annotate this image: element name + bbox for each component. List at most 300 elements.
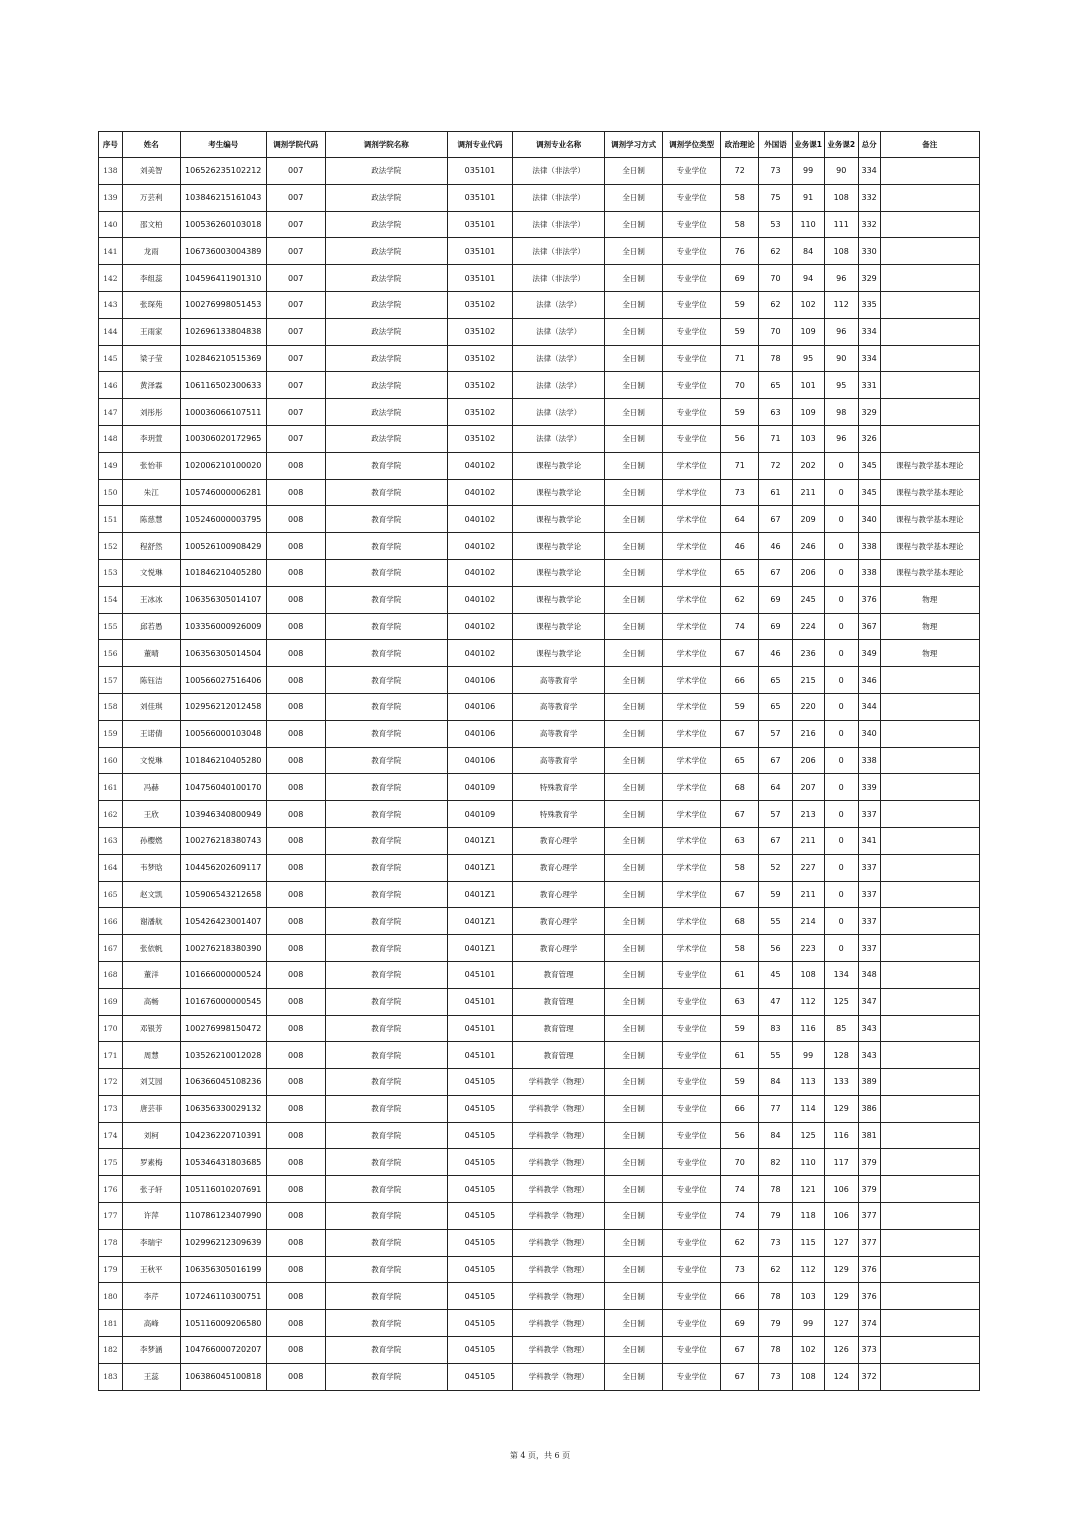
remarks-cell [880, 1256, 979, 1283]
college-code-cell: 007 [266, 345, 325, 372]
student-name-cell: 刘佳琪 [122, 693, 180, 720]
student-name-cell: 高峰 [122, 1310, 180, 1337]
foreign-language-score-cell: 69 [759, 586, 792, 613]
study-mode-cell: 全日制 [605, 747, 663, 774]
major-code-cell: 040109 [447, 774, 512, 801]
remarks-cell [880, 265, 979, 292]
candidate-id-cell: 100276218380390 [180, 935, 266, 962]
course-2-score-cell: 108 [824, 238, 858, 265]
foreign-language-score-cell: 84 [759, 1122, 792, 1149]
degree-type-cell: 专业学位 [663, 1256, 721, 1283]
politics-score-cell: 59 [721, 1015, 759, 1042]
politics-score-cell: 62 [721, 586, 759, 613]
college-code-cell: 008 [266, 1015, 325, 1042]
major-code-cell: 045101 [447, 988, 512, 1015]
major-name-cell: 学科教学（物理） [513, 1069, 605, 1096]
college-code-cell: 008 [266, 1363, 325, 1390]
remarks-cell [880, 1149, 979, 1176]
study-mode-cell: 全日制 [605, 211, 663, 238]
study-mode-cell: 全日制 [605, 1149, 663, 1176]
student-name-cell: 李梦涵 [122, 1337, 180, 1364]
college-name-cell: 教育学院 [325, 533, 447, 560]
student-name-cell: 王秋平 [122, 1256, 180, 1283]
college-code-cell: 008 [266, 935, 325, 962]
student-name-cell: 朱江 [122, 479, 180, 506]
total-score-cell: 345 [858, 479, 880, 506]
degree-type-cell: 专业学位 [663, 1229, 721, 1256]
degree-type-cell: 专业学位 [663, 238, 721, 265]
row-index-cell: 161 [99, 774, 123, 801]
degree-type-cell: 专业学位 [663, 1337, 721, 1364]
major-name-cell: 教育心理学 [513, 908, 605, 935]
major-code-cell: 045105 [447, 1069, 512, 1096]
course-2-score-cell: 126 [824, 1337, 858, 1364]
major-name-cell: 课程与教学论 [513, 479, 605, 506]
foreign-language-score-cell: 55 [759, 1042, 792, 1069]
table-row [99, 988, 980, 1015]
college-code-cell: 008 [266, 1337, 325, 1364]
row-index-cell: 154 [99, 586, 123, 613]
degree-type-cell: 专业学位 [663, 1176, 721, 1203]
major-code-cell: 040102 [447, 479, 512, 506]
major-code-cell: 045101 [447, 1015, 512, 1042]
total-score-cell: 335 [858, 291, 880, 318]
politics-score-cell: 67 [721, 1363, 759, 1390]
candidate-id-cell: 106366045108236 [180, 1069, 266, 1096]
study-mode-cell: 全日制 [605, 613, 663, 640]
college-code-cell: 008 [266, 988, 325, 1015]
foreign-language-score-cell: 62 [759, 238, 792, 265]
course-2-score-cell: 0 [824, 559, 858, 586]
header-index: 序号 [99, 132, 123, 158]
foreign-language-score-cell: 65 [759, 693, 792, 720]
course-1-score-cell: 215 [792, 667, 824, 694]
row-index-cell: 164 [99, 854, 123, 881]
row-index-cell: 159 [99, 720, 123, 747]
table-row [99, 479, 980, 506]
study-mode-cell: 全日制 [605, 1015, 663, 1042]
candidate-id-cell: 102696133804838 [180, 318, 266, 345]
table-row [99, 1283, 980, 1310]
course-2-score-cell: 0 [824, 774, 858, 801]
remarks-cell [880, 1310, 979, 1337]
politics-score-cell: 70 [721, 372, 759, 399]
major-code-cell: 045101 [447, 961, 512, 988]
college-code-cell: 008 [266, 1149, 325, 1176]
course-2-score-cell: 96 [824, 265, 858, 292]
degree-type-cell: 专业学位 [663, 211, 721, 238]
major-name-cell: 特殊教育学 [513, 801, 605, 828]
degree-type-cell: 专业学位 [663, 1203, 721, 1230]
college-name-cell: 教育学院 [325, 452, 447, 479]
total-score-cell: 343 [858, 1015, 880, 1042]
major-name-cell: 学科教学（物理） [513, 1363, 605, 1390]
remarks-cell [880, 425, 979, 452]
total-score-cell: 349 [858, 640, 880, 667]
major-name-cell: 学科教学（物理） [513, 1176, 605, 1203]
table-row [99, 158, 980, 185]
table-row [99, 1203, 980, 1230]
major-code-cell: 035102 [447, 372, 512, 399]
course-2-score-cell: 116 [824, 1122, 858, 1149]
course-2-score-cell: 129 [824, 1256, 858, 1283]
candidate-id-cell: 105116009206580 [180, 1310, 266, 1337]
remarks-cell [880, 238, 979, 265]
student-name-cell: 张依帆 [122, 935, 180, 962]
candidate-id-cell: 105426423001407 [180, 908, 266, 935]
candidate-id-cell: 100566000103048 [180, 720, 266, 747]
study-mode-cell: 全日制 [605, 506, 663, 533]
college-code-cell: 007 [266, 399, 325, 426]
course-2-score-cell: 0 [824, 720, 858, 747]
student-name-cell: 董洋 [122, 961, 180, 988]
course-2-score-cell: 112 [824, 291, 858, 318]
college-code-cell: 008 [266, 827, 325, 854]
degree-type-cell: 专业学位 [663, 265, 721, 292]
politics-score-cell: 65 [721, 747, 759, 774]
candidate-id-cell: 100036066107511 [180, 399, 266, 426]
course-2-score-cell: 85 [824, 1015, 858, 1042]
course-1-score-cell: 112 [792, 1256, 824, 1283]
course-1-score-cell: 202 [792, 452, 824, 479]
college-code-cell: 008 [266, 961, 325, 988]
study-mode-cell: 全日制 [605, 1042, 663, 1069]
college-name-cell: 教育学院 [325, 1203, 447, 1230]
politics-score-cell: 67 [721, 1337, 759, 1364]
student-name-cell: 黄泽霖 [122, 372, 180, 399]
major-name-cell: 学科教学（物理） [513, 1337, 605, 1364]
politics-score-cell: 61 [721, 961, 759, 988]
course-1-score-cell: 224 [792, 613, 824, 640]
table-row [99, 908, 980, 935]
foreign-language-score-cell: 59 [759, 881, 792, 908]
course-2-score-cell: 0 [824, 506, 858, 533]
row-index-cell: 158 [99, 693, 123, 720]
remarks-cell: 课程与教学基本理论 [880, 533, 979, 560]
course-2-score-cell: 106 [824, 1203, 858, 1230]
college-code-cell: 007 [266, 158, 325, 185]
table-row [99, 265, 980, 292]
row-index-cell: 138 [99, 158, 123, 185]
course-1-score-cell: 206 [792, 559, 824, 586]
major-code-cell: 045105 [447, 1122, 512, 1149]
course-1-score-cell: 102 [792, 1337, 824, 1364]
row-index-cell: 176 [99, 1176, 123, 1203]
total-score-cell: 338 [858, 747, 880, 774]
header-major-name: 调剂专业名称 [513, 132, 605, 158]
college-name-cell: 教育学院 [325, 801, 447, 828]
course-1-score-cell: 99 [792, 1042, 824, 1069]
student-name-cell: 李组蕊 [122, 265, 180, 292]
major-code-cell: 035101 [447, 158, 512, 185]
politics-score-cell: 69 [721, 265, 759, 292]
foreign-language-score-cell: 65 [759, 372, 792, 399]
total-score-cell: 372 [858, 1363, 880, 1390]
course-1-score-cell: 94 [792, 265, 824, 292]
header-major-code: 调剂专业代码 [447, 132, 512, 158]
major-name-cell: 法律（非法学） [513, 265, 605, 292]
college-code-cell: 008 [266, 1095, 325, 1122]
politics-score-cell: 73 [721, 1256, 759, 1283]
remarks-cell [880, 801, 979, 828]
politics-score-cell: 74 [721, 613, 759, 640]
study-mode-cell: 全日制 [605, 345, 663, 372]
remarks-cell [880, 1283, 979, 1310]
major-name-cell: 法律（法学） [513, 425, 605, 452]
study-mode-cell: 全日制 [605, 265, 663, 292]
total-score-cell: 326 [858, 425, 880, 452]
major-name-cell: 教育心理学 [513, 881, 605, 908]
course-2-score-cell: 127 [824, 1229, 858, 1256]
candidate-id-cell: 102956212012458 [180, 693, 266, 720]
major-name-cell: 学科教学（物理） [513, 1122, 605, 1149]
course-2-score-cell: 128 [824, 1042, 858, 1069]
student-name-cell: 刘彤彤 [122, 399, 180, 426]
study-mode-cell: 全日制 [605, 801, 663, 828]
candidate-id-cell: 104766000720207 [180, 1337, 266, 1364]
row-index-cell: 173 [99, 1095, 123, 1122]
candidate-id-cell: 106356305014107 [180, 586, 266, 613]
row-index-cell: 153 [99, 559, 123, 586]
header-course-2: 业务课2 [824, 132, 858, 158]
course-2-score-cell: 0 [824, 908, 858, 935]
row-index-cell: 167 [99, 935, 123, 962]
major-code-cell: 0401Z1 [447, 935, 512, 962]
foreign-language-score-cell: 67 [759, 559, 792, 586]
course-2-score-cell: 106 [824, 1176, 858, 1203]
candidate-id-cell: 100276218380743 [180, 827, 266, 854]
student-name-cell: 王欣 [122, 801, 180, 828]
major-name-cell: 法律（法学） [513, 372, 605, 399]
table-body [99, 158, 980, 1391]
table-row [99, 774, 980, 801]
header-study-mode: 调剂学习方式 [605, 132, 663, 158]
study-mode-cell: 全日制 [605, 908, 663, 935]
degree-type-cell: 学术学位 [663, 452, 721, 479]
major-code-cell: 040102 [447, 533, 512, 560]
college-name-cell: 政法学院 [325, 291, 447, 318]
major-name-cell: 法律（法学） [513, 345, 605, 372]
candidate-id-cell: 102996212309639 [180, 1229, 266, 1256]
student-name-cell: 高畅 [122, 988, 180, 1015]
college-code-cell: 008 [266, 640, 325, 667]
course-2-score-cell: 125 [824, 988, 858, 1015]
course-2-score-cell: 127 [824, 1310, 858, 1337]
remarks-cell [880, 1337, 979, 1364]
table-row [99, 935, 980, 962]
header-remarks: 备注 [880, 132, 979, 158]
total-score-cell: 376 [858, 586, 880, 613]
degree-type-cell: 学术学位 [663, 854, 721, 881]
politics-score-cell: 63 [721, 827, 759, 854]
table-row [99, 425, 980, 452]
total-score-cell: 337 [858, 881, 880, 908]
student-name-cell: 刘美智 [122, 158, 180, 185]
candidate-id-cell: 103526210012028 [180, 1042, 266, 1069]
course-2-score-cell: 95 [824, 372, 858, 399]
remarks-cell: 物理 [880, 640, 979, 667]
study-mode-cell: 全日制 [605, 640, 663, 667]
remarks-cell: 课程与教学基本理论 [880, 452, 979, 479]
major-code-cell: 045105 [447, 1176, 512, 1203]
major-code-cell: 040102 [447, 452, 512, 479]
course-1-score-cell: 207 [792, 774, 824, 801]
course-1-score-cell: 109 [792, 318, 824, 345]
foreign-language-score-cell: 62 [759, 1256, 792, 1283]
foreign-language-score-cell: 79 [759, 1203, 792, 1230]
total-score-cell: 347 [858, 988, 880, 1015]
candidate-id-cell: 103946340800949 [180, 801, 266, 828]
major-name-cell: 高等教育学 [513, 693, 605, 720]
table-row [99, 318, 980, 345]
major-code-cell: 040102 [447, 559, 512, 586]
table-row [99, 640, 980, 667]
total-score-cell: 340 [858, 506, 880, 533]
foreign-language-score-cell: 78 [759, 1176, 792, 1203]
header-total: 总分 [858, 132, 880, 158]
course-1-score-cell: 213 [792, 801, 824, 828]
college-name-cell: 教育学院 [325, 506, 447, 533]
total-score-cell: 345 [858, 452, 880, 479]
candidate-id-cell: 102006210100020 [180, 452, 266, 479]
course-1-score-cell: 110 [792, 211, 824, 238]
candidate-id-cell: 101666000000524 [180, 961, 266, 988]
student-name-cell: 刘艾园 [122, 1069, 180, 1096]
table-row [99, 854, 980, 881]
course-2-score-cell: 129 [824, 1283, 858, 1310]
course-2-score-cell: 111 [824, 211, 858, 238]
course-2-score-cell: 0 [824, 881, 858, 908]
college-name-cell: 教育学院 [325, 1363, 447, 1390]
foreign-language-score-cell: 56 [759, 935, 792, 962]
major-code-cell: 045105 [447, 1283, 512, 1310]
student-name-cell: 冯赫 [122, 774, 180, 801]
foreign-language-score-cell: 84 [759, 1069, 792, 1096]
row-index-cell: 144 [99, 318, 123, 345]
candidate-id-cell: 110786123407990 [180, 1203, 266, 1230]
total-score-cell: 334 [858, 318, 880, 345]
table-row [99, 1042, 980, 1069]
course-1-score-cell: 102 [792, 291, 824, 318]
foreign-language-score-cell: 78 [759, 1337, 792, 1364]
remarks-cell [880, 827, 979, 854]
student-name-cell: 王诺倩 [122, 720, 180, 747]
total-score-cell: 377 [858, 1229, 880, 1256]
study-mode-cell: 全日制 [605, 881, 663, 908]
remarks-cell [880, 881, 979, 908]
row-index-cell: 162 [99, 801, 123, 828]
college-name-cell: 政法学院 [325, 238, 447, 265]
course-1-score-cell: 101 [792, 372, 824, 399]
study-mode-cell: 全日制 [605, 586, 663, 613]
row-index-cell: 152 [99, 533, 123, 560]
total-score-cell: 377 [858, 1203, 880, 1230]
student-name-cell: 王蕊 [122, 1363, 180, 1390]
candidate-id-cell: 105346431803685 [180, 1149, 266, 1176]
remarks-cell [880, 1095, 979, 1122]
candidate-id-cell: 106356305014504 [180, 640, 266, 667]
study-mode-cell: 全日制 [605, 184, 663, 211]
degree-type-cell: 专业学位 [663, 1015, 721, 1042]
total-score-cell: 332 [858, 211, 880, 238]
politics-score-cell: 58 [721, 211, 759, 238]
remarks-cell [880, 318, 979, 345]
table-row [99, 1122, 980, 1149]
table-row [99, 667, 980, 694]
politics-score-cell: 62 [721, 1229, 759, 1256]
major-code-cell: 035102 [447, 318, 512, 345]
foreign-language-score-cell: 73 [759, 158, 792, 185]
remarks-cell [880, 1122, 979, 1149]
college-name-cell: 教育学院 [325, 693, 447, 720]
table-row [99, 693, 980, 720]
study-mode-cell: 全日制 [605, 238, 663, 265]
course-1-score-cell: 91 [792, 184, 824, 211]
total-score-cell: 330 [858, 238, 880, 265]
candidate-id-cell: 100566027516406 [180, 667, 266, 694]
study-mode-cell: 全日制 [605, 774, 663, 801]
student-name-cell: 邵文柏 [122, 211, 180, 238]
degree-type-cell: 专业学位 [663, 1149, 721, 1176]
remarks-cell: 课程与教学基本理论 [880, 479, 979, 506]
row-index-cell: 155 [99, 613, 123, 640]
degree-type-cell: 学术学位 [663, 935, 721, 962]
remarks-cell [880, 158, 979, 185]
row-index-cell: 141 [99, 238, 123, 265]
row-index-cell: 145 [99, 345, 123, 372]
candidate-id-cell: 106356330029132 [180, 1095, 266, 1122]
candidate-id-cell: 105246000003795 [180, 506, 266, 533]
major-code-cell: 035102 [447, 425, 512, 452]
table-row [99, 1149, 980, 1176]
table-row [99, 881, 980, 908]
degree-type-cell: 专业学位 [663, 318, 721, 345]
degree-type-cell: 专业学位 [663, 1122, 721, 1149]
college-name-cell: 政法学院 [325, 345, 447, 372]
study-mode-cell: 全日制 [605, 1283, 663, 1310]
major-code-cell: 045105 [447, 1310, 512, 1337]
major-name-cell: 高等教育学 [513, 747, 605, 774]
major-code-cell: 040102 [447, 613, 512, 640]
study-mode-cell: 全日制 [605, 1176, 663, 1203]
politics-score-cell: 66 [721, 1095, 759, 1122]
course-1-score-cell: 223 [792, 935, 824, 962]
total-score-cell: 389 [858, 1069, 880, 1096]
total-score-cell: 346 [858, 667, 880, 694]
college-code-cell: 008 [266, 774, 325, 801]
politics-score-cell: 61 [721, 1042, 759, 1069]
degree-type-cell: 学术学位 [663, 720, 721, 747]
major-code-cell: 045105 [447, 1095, 512, 1122]
row-index-cell: 171 [99, 1042, 123, 1069]
foreign-language-score-cell: 67 [759, 827, 792, 854]
row-index-cell: 149 [99, 452, 123, 479]
foreign-language-score-cell: 73 [759, 1229, 792, 1256]
course-1-score-cell: 84 [792, 238, 824, 265]
study-mode-cell: 全日制 [605, 1203, 663, 1230]
study-mode-cell: 全日制 [605, 425, 663, 452]
politics-score-cell: 76 [721, 238, 759, 265]
course-2-score-cell: 0 [824, 801, 858, 828]
candidate-id-cell: 104756040100170 [180, 774, 266, 801]
college-name-cell: 教育学院 [325, 1069, 447, 1096]
degree-type-cell: 专业学位 [663, 345, 721, 372]
politics-score-cell: 71 [721, 345, 759, 372]
college-name-cell: 教育学院 [325, 559, 447, 586]
total-score-cell: 334 [858, 158, 880, 185]
college-name-cell: 教育学院 [325, 1149, 447, 1176]
major-name-cell: 课程与教学论 [513, 586, 605, 613]
